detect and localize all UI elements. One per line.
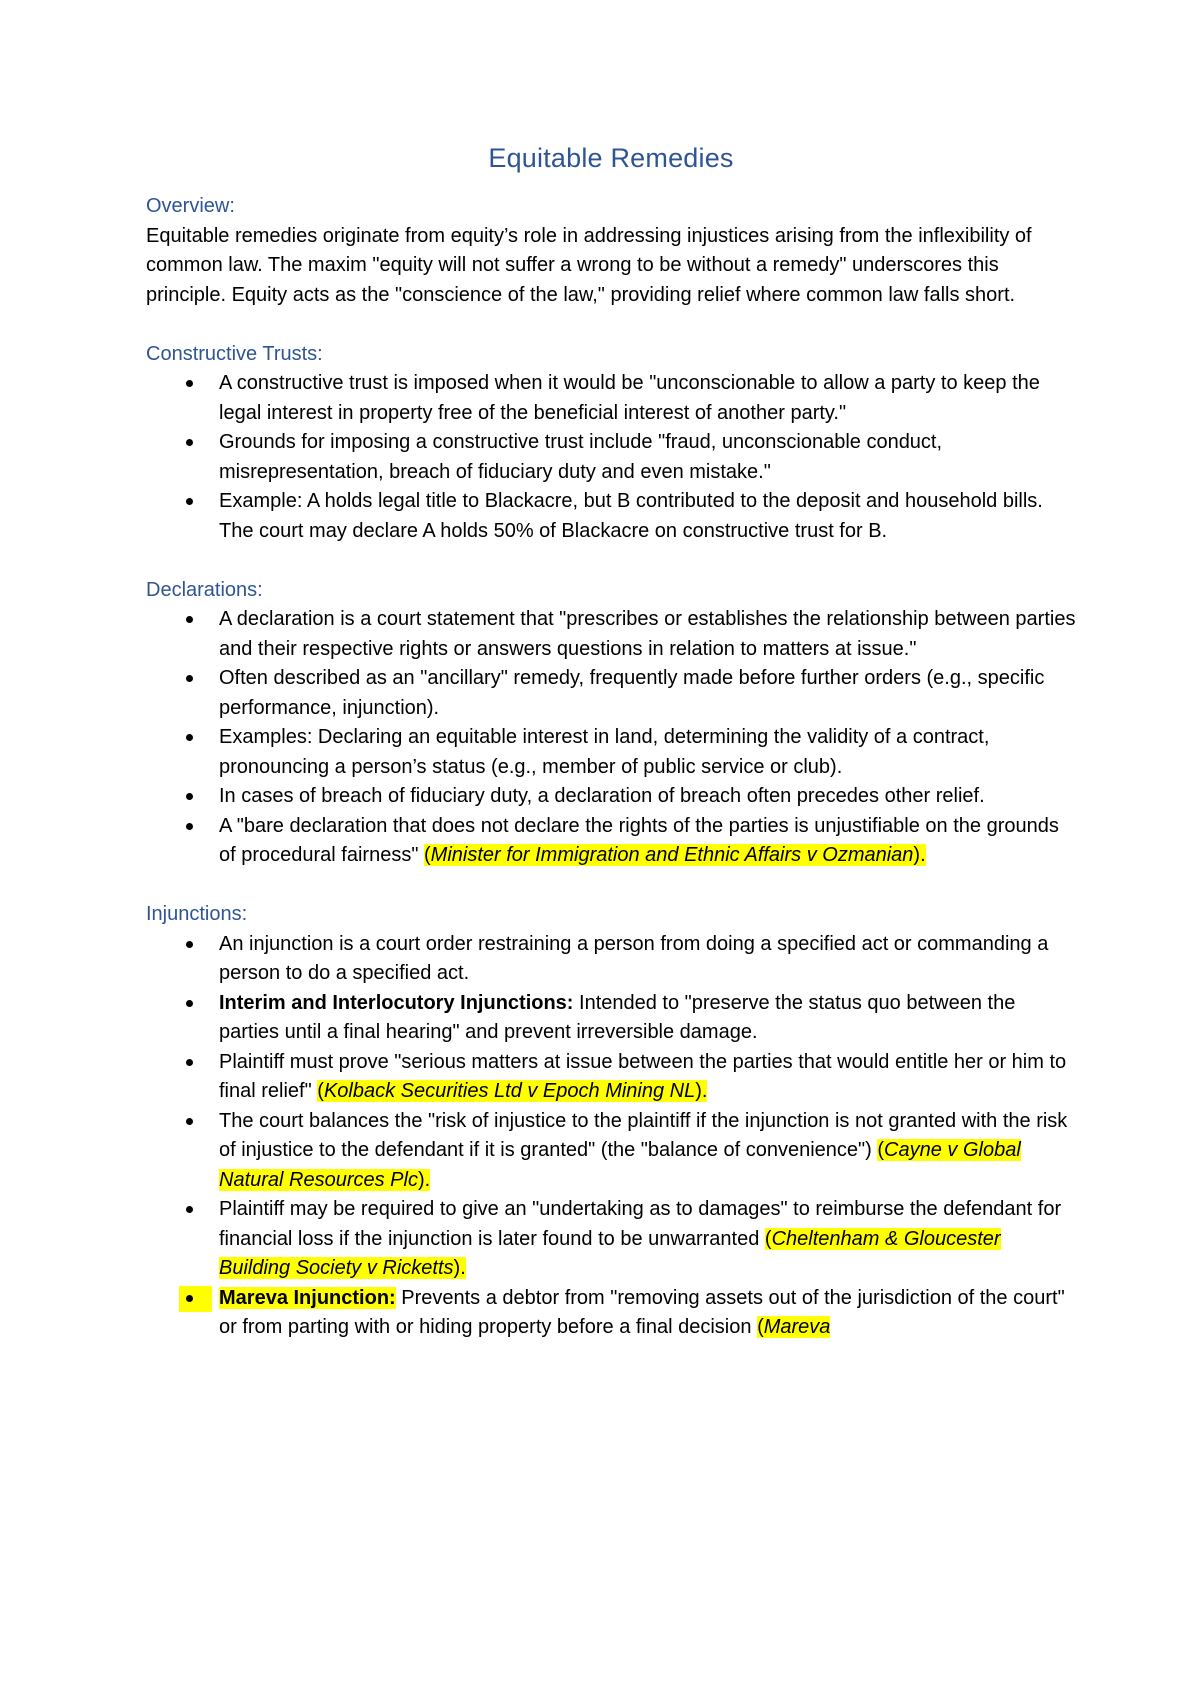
list-item bbox=[146, 930, 1076, 989]
list-item-text: A constructive trust is imposed when it would be "unconscionable to allow a party to keep the legal interest in property free of the beneficial interest of another party." bbox=[219, 372, 1040, 424]
case-citation: Minister for Immigration and Ethnic Affairs v Ozmanian bbox=[430, 844, 914, 866]
case-close-paren: ). bbox=[913, 844, 926, 866]
case-open-paren: ( bbox=[764, 1227, 772, 1250]
overview-paragraph: Equitable remedies originate from equity’s role in addressing injustices arising from the inflexibility of common law. The maxim "equity will not suffer a wrong to be without a remedy" underscores this principle. Equity acts as the "conscience of the law," providing relief where common law falls short. bbox=[146, 224, 1032, 306]
bullet-icon bbox=[186, 941, 193, 948]
declarations-list bbox=[146, 605, 1076, 871]
overview-section bbox=[146, 192, 1076, 310]
case-citation-highlight bbox=[317, 1080, 707, 1102]
list-item-text: Often described as an "ancillary" remedy, frequently made before further orders (e.g., specific performance, injunction). bbox=[219, 667, 1045, 719]
bullet-icon bbox=[186, 675, 193, 682]
bullet-icon bbox=[186, 793, 193, 800]
case-close-paren: ). bbox=[695, 1080, 708, 1102]
bullet-icon bbox=[186, 1295, 193, 1302]
list-item bbox=[146, 1195, 1076, 1284]
list-item bbox=[146, 1048, 1076, 1107]
list-item bbox=[146, 664, 1076, 723]
list-item-text: An injunction is a court order restraining a person from doing a specified act or commanding a person to do a specified act. bbox=[219, 932, 1049, 984]
case-open-paren: ( bbox=[423, 844, 431, 866]
case-citation: Mareva bbox=[763, 1316, 831, 1338]
case-citation: Kolback Securities Ltd v Epoch Mining NL bbox=[323, 1080, 696, 1102]
list-item bbox=[146, 812, 1076, 871]
bullet-icon bbox=[186, 823, 193, 830]
list-item bbox=[146, 782, 1076, 812]
bullet-icon bbox=[186, 1206, 193, 1213]
case-citation: Cheltenham & Gloucester Building Society v Ricketts bbox=[219, 1227, 1001, 1279]
case-close-paren: ). bbox=[453, 1257, 466, 1279]
bullet-icon bbox=[186, 1059, 193, 1066]
list-item-text: A declaration is a court statement that "prescribes or establishes the relationship between parties and their respective rights or answers questions in relation to matters at issue." bbox=[219, 608, 1076, 660]
list-item-text: Plaintiff must prove "serious matters at issue between the parties that would entitle her or him to final relief" bbox=[219, 1050, 1067, 1102]
list-item-text: A "bare declaration that does not declare the rights of the parties is unjustifiable on the grounds of procedural fairness" bbox=[219, 814, 1059, 866]
list-item-text: Examples: Declaring an equitable interest in land, determining the validity of a contract, pronouncing a person’s status (e.g., member of public service or club). bbox=[219, 726, 990, 778]
case-open-paren: ( bbox=[757, 1316, 764, 1338]
overview-heading: Overview: bbox=[146, 195, 235, 217]
bullet-icon bbox=[186, 1000, 193, 1007]
case-citation-highlight bbox=[424, 844, 926, 866]
list-item bbox=[146, 1284, 1076, 1343]
list-item-text: In cases of breach of fiduciary duty, a declaration of breach often precedes other relief. bbox=[219, 785, 985, 807]
constructive-trusts-section bbox=[146, 340, 1076, 547]
case-citation-highlight bbox=[757, 1316, 830, 1338]
injunctions-list bbox=[146, 930, 1076, 1343]
list-item bbox=[146, 1107, 1076, 1196]
list-item-text: The court balances the "risk of injustice to the plaintiff if the injunction is not granted with the risk of injustice to the defendant if it is granted" (the "balance of convenience") bbox=[219, 1109, 1068, 1161]
list-item bbox=[146, 487, 1076, 546]
list-item-text: Prevents a debtor from "removing assets out of the jurisdiction of the court" or from parting with or hiding property before a final decision bbox=[219, 1286, 1065, 1338]
bullet-highlight bbox=[179, 1286, 212, 1312]
list-item-text: Intended to "preserve the status quo between the parties until a final hearing" and prevent irreversible damage. bbox=[219, 991, 1016, 1043]
constructive-trusts-heading: Constructive Trusts: bbox=[146, 342, 323, 365]
bullet-icon bbox=[186, 616, 193, 623]
case-open-paren: ( bbox=[877, 1139, 885, 1161]
case-open-paren: ( bbox=[317, 1080, 324, 1102]
declarations-section bbox=[146, 576, 1076, 871]
declarations-heading: Declarations: bbox=[146, 578, 263, 601]
injunctions-heading: Injunctions: bbox=[146, 903, 248, 925]
list-item bbox=[146, 369, 1076, 428]
case-citation: Cayne v Global Natural Resources Plc bbox=[219, 1139, 1021, 1191]
list-item-text: Plaintiff may be required to give an "undertaking as to damages" to reimburse the defendant for financial loss if the injunction is later found to be unwarranted bbox=[219, 1198, 1062, 1250]
bullet-icon bbox=[186, 439, 193, 446]
bullet-icon bbox=[186, 498, 193, 505]
list-item bbox=[146, 989, 1076, 1048]
bullet-icon bbox=[186, 1118, 193, 1125]
case-close-paren: ). bbox=[417, 1168, 431, 1191]
injunctions-section bbox=[146, 900, 1076, 1343]
bullet-icon bbox=[186, 380, 193, 387]
document-page bbox=[146, 140, 1076, 1372]
list-item-bold-label: Interim and Interlocutory Injunctions: bbox=[219, 991, 574, 1014]
bullet-icon bbox=[186, 734, 193, 741]
document-title: Equitable Remedies bbox=[488, 143, 734, 173]
list-item bbox=[146, 428, 1076, 487]
list-item-text: Grounds for imposing a constructive trust include "fraud, unconscionable conduct, misrepresentation, breach of fiduciary duty and even mistake." bbox=[219, 431, 943, 483]
list-item bbox=[146, 723, 1076, 782]
constructive-trusts-list bbox=[146, 369, 1076, 546]
list-item bbox=[146, 605, 1076, 664]
list-item-text: Example: A holds legal title to Blackacre, but B contributed to the deposit and household bills. The court may declare A holds 50% of Blackacre on constructive trust for B. bbox=[219, 490, 1043, 542]
list-item-bold-label: Mareva Injunction: bbox=[219, 1286, 396, 1309]
